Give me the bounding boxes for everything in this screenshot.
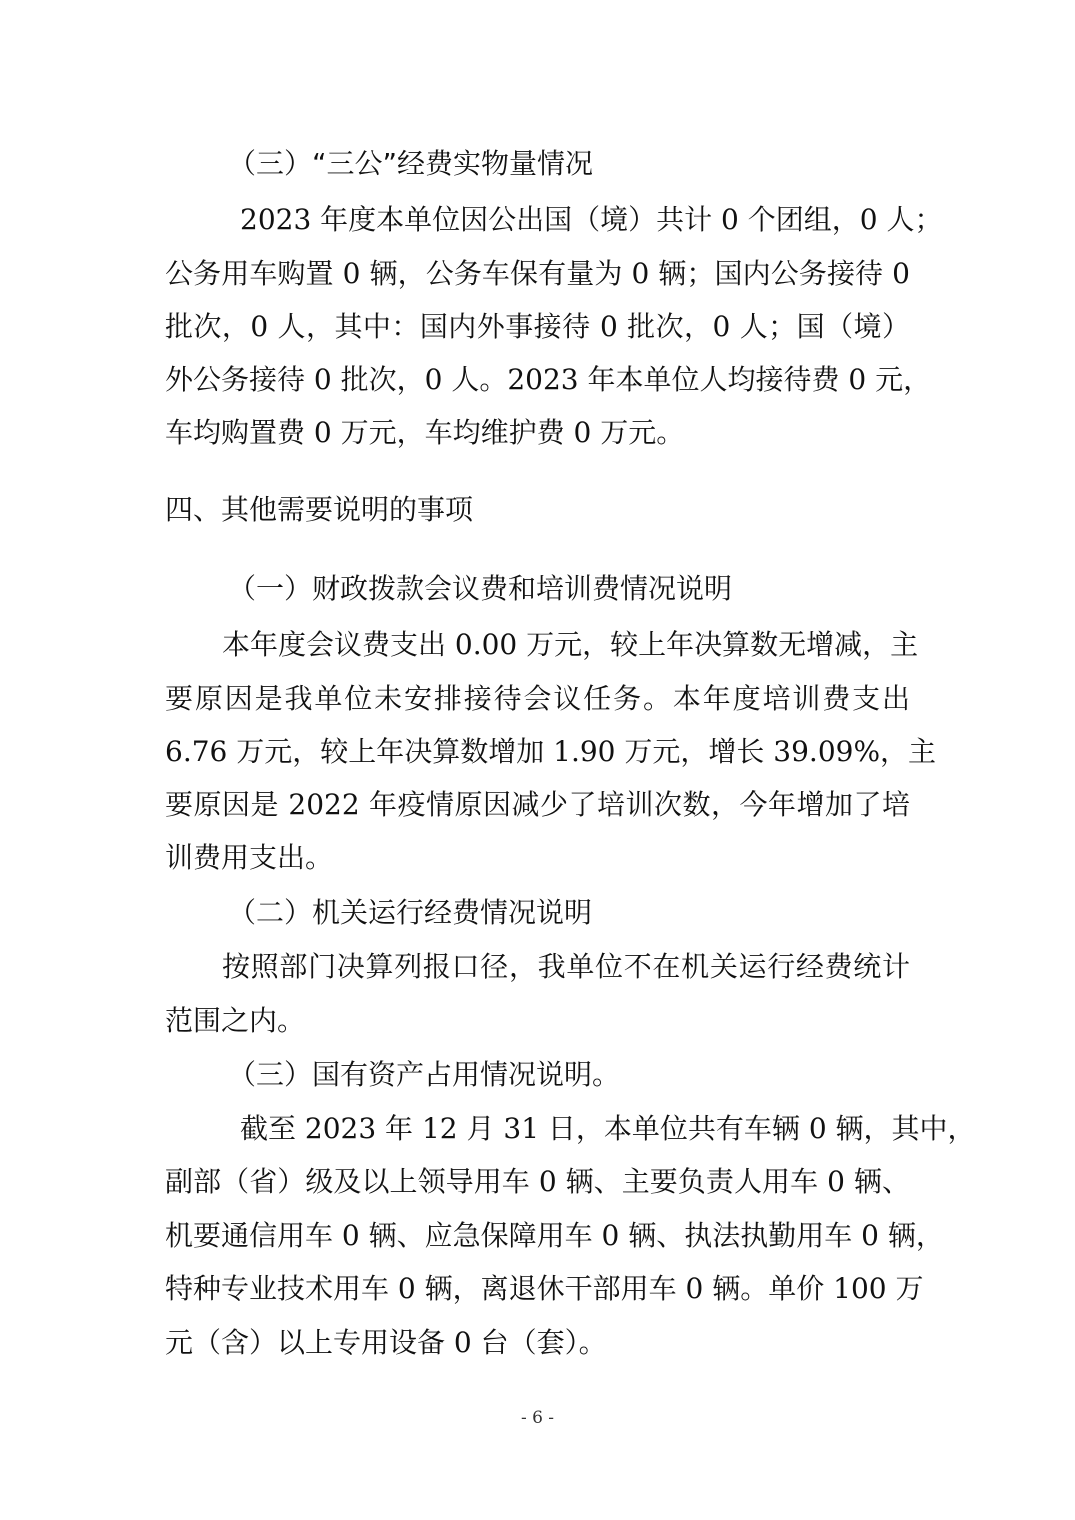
- subsection-heading-one: （一）财政拨款会议费和培训费情况说明: [228, 572, 733, 605]
- paragraph-line: 机要通信用车 0 辆、应急保障用车 0 辆、执法执勤用车 0 辆，: [165, 1219, 944, 1252]
- section-heading-sangong-physical: （三）“三公”经费实物量情况: [228, 147, 594, 180]
- paragraph-line: 本年度会议费支出 0.00 万元，较上年决算数无增减，主: [222, 628, 919, 661]
- paragraph-line: 截至 2023 年 12 月 31 日，本单位共有车辆 0 辆，其中，: [240, 1112, 976, 1145]
- paragraph-line: 训费用支出。: [165, 841, 334, 874]
- paragraph-line: 批次，0 人，其中：国内外事接待 0 批次，0 人；国（境）: [165, 310, 910, 343]
- paragraph-line: 特种专业技术用车 0 辆，离退休干部用车 0 辆。单价 100 万: [165, 1272, 924, 1305]
- paragraph-line: 2023 年度本单位因公出国（境）共计 0 个团组，0 人；: [240, 203, 943, 236]
- paragraph-line: 副部（省）级及以上领导用车 0 辆、主要负责人用车 0 辆、: [165, 1165, 910, 1198]
- paragraph-line: 要原因是我单位未安排接待会议任务。本年度培训费支出: [165, 682, 910, 715]
- paragraph-line: 要原因是 2022 年疫情原因减少了培训次数，今年增加了培: [165, 788, 910, 821]
- paragraph-line: 公务用车购置 0 辆，公务车保有量为 0 辆；国内公务接待 0: [165, 257, 910, 290]
- subsection-heading-two: （二）机关运行经费情况说明: [228, 896, 593, 929]
- paragraph-line: 车均购置费 0 万元，车均维护费 0 万元。: [165, 416, 685, 449]
- paragraph-line: 按照部门决算列报口径，我单位不在机关运行经费统计: [222, 950, 910, 983]
- section-heading-four: 四、其他需要说明的事项: [165, 493, 474, 526]
- page-number: - 6 -: [520, 1408, 555, 1428]
- paragraph-line: 范围之内。: [165, 1004, 306, 1037]
- subsection-heading-three: （三）国有资产占用情况说明。: [228, 1058, 621, 1091]
- paragraph-line: 6.76 万元，较上年决算数增加 1.90 万元，增长 39.09%，主: [165, 735, 937, 768]
- paragraph-line: 外公务接待 0 批次，0 人。2023 年本单位人均接待费 0 元，: [165, 363, 932, 396]
- paragraph-line: 元（含）以上专用设备 0 台（套）。: [165, 1326, 607, 1359]
